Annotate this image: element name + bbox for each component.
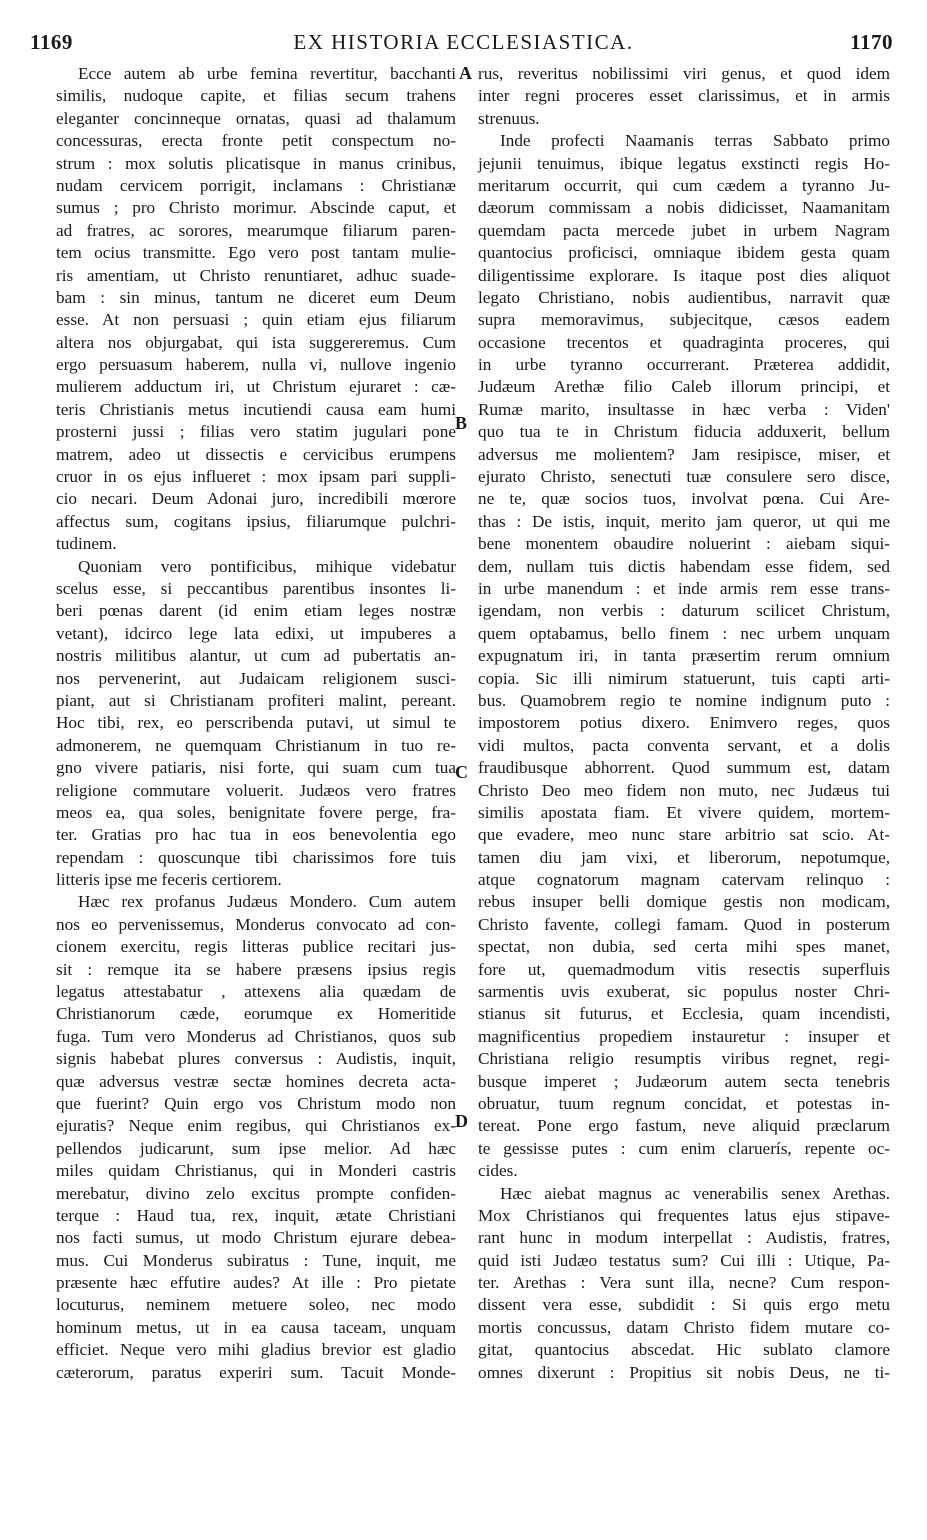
text-line: rebus insuper belli domique gestis non modicam, [478, 892, 890, 912]
text-line: que fuerint? Quin ergo vos Christum modo non [56, 1093, 456, 1113]
text-line: cæterorum, paratus experiri sum. Tacuit Monde- [56, 1362, 456, 1382]
text-line: gno vivere patiaris, nisi forte, qui suam cum tua [56, 758, 456, 778]
text-line: cionem exercitu, regis litteras publice recitari jus- [56, 937, 456, 957]
text-line: præsente hæc effutire audes? At ille : Pro pietate [56, 1273, 456, 1293]
text-line: cruor in os ejus influeret : mox ipsam pari suppli- [56, 467, 456, 487]
text-line: Christo favente, collegi famam. Quod in posterum [478, 914, 890, 934]
text-line: beri pœnas darent (id enim etiam leges nostræ [56, 601, 456, 621]
text-line: teris Christianis metus incutiendi causa eam humi [56, 399, 456, 419]
text-line: meritarum occurrit, qui cum cædem a tyranno Ju- [478, 175, 890, 195]
right-column [478, 63, 890, 1384]
text-line: cides. [478, 1161, 518, 1181]
text-line: Inde profecti Naamanis terras Sabbato primo [500, 131, 890, 151]
text-line: que evadere, meo nunc stare arbitrio sat scio. At- [478, 825, 890, 845]
text-line: Hæc rex profanus Judæus Mondero. Cum autem [78, 892, 456, 912]
text-line: supra memoravimus, subjecitque, cæsos eadem [478, 310, 890, 330]
text-line: bene monentem obaudire noluerint : aiebam siqui- [478, 534, 890, 554]
text-line: in urbe tyranno occurrerant. Præterea addidit, [478, 355, 890, 375]
text-line: quemdam pacta mercede jubet in urbem Nagram [478, 220, 890, 240]
text-line: legatus attestabatur , attexens alia quædam de [56, 982, 456, 1002]
text-line: nos eo pervenissemus, Monderus convocato ad con- [56, 914, 456, 934]
text-line: Christiana religio resumptis viribus regnet, regi- [478, 1049, 890, 1069]
text-line: tudinem. [56, 534, 117, 554]
page-number-right: 1170 [850, 30, 893, 54]
text-line: signis habebat plures conversus : Audistis, inquit, [56, 1049, 456, 1069]
text-line: meos ea, qua soles, benignitate fovere perge, fra- [56, 802, 456, 822]
text-line: omnes dixerunt : Propitius sit nobis Deus, ne ti- [478, 1362, 890, 1382]
text-line: Christianorum cæde, eorumque ex Homeritide [56, 1004, 456, 1024]
text-line: quantocius proficisci, omniaque ibidem gesta quam [478, 243, 890, 263]
text-line: vidi multos, pacta conventa servant, et a dolis [478, 735, 890, 755]
text-line: obruatur, tuum regnum concidat, et potestas in- [478, 1093, 890, 1113]
text-line: strum : mox solutis plicatisque in manus crinibus, [56, 153, 456, 173]
text-line: esse. At non persuasi ; quin etiam ejus filiarum [56, 310, 456, 330]
text-line: spectat, non dubia, sed certa mihi spes manet, [478, 937, 890, 957]
text-line: fuga. Tum vero Monderus ad Christianos, quos sub [56, 1026, 456, 1046]
text-line: sarmentis uvis exuberat, sic populus noster Chri- [478, 982, 890, 1002]
text-line: Judæum Arethæ filio Caleb illorum principi, et [478, 377, 890, 397]
page-header [0, 0, 927, 62]
text-line: mus. Cui Monderus subiratus : Tune, inquit, me [56, 1250, 456, 1270]
text-line: busque imperet ; Judæorum autem secta tenebris [478, 1071, 890, 1091]
text-line: piant, aut si Christianam profiteri malint, pereant. [56, 690, 456, 710]
text-line: rus, reveritus nobilissimi viri genus, et quod idem [478, 64, 890, 83]
text-line: inter regni proceres esset clarissimus, et in armis [478, 86, 890, 106]
text-line: atque cognatorum magnam catervam relinquo : [478, 870, 890, 890]
text-line: quæ adversus vestræ sectæ homines decreta acta- [56, 1071, 456, 1091]
text-line: ter. Arethas : Vera sunt illa, necne? Cum respon- [478, 1273, 890, 1293]
text-line: scelus esse, si peccantibus parentibus insontes li- [56, 578, 456, 598]
text-line: cio necari. Deum Adonai juro, incredibili mœrore [56, 489, 456, 509]
text-line: ejuratis? Neque enim regibus, qui Christianos ex- [56, 1116, 456, 1136]
text-line: hominum metus, ut in ea causa taceam, unquam [56, 1317, 456, 1337]
text-line: rant hunc in modum interpellat : Audistis, fratres, [478, 1228, 890, 1248]
margin-letter-c: C [455, 762, 468, 782]
text-line: ergo persuasum haberem, nulla vi, nullove ingenio [56, 355, 456, 375]
text-line: strenuus. [478, 108, 540, 128]
text-line: altera nos objurgabat, qui ista suggereremus. Cum [56, 332, 456, 352]
text-line: mortis concussus, datam Christo fidem mutare co- [478, 1317, 890, 1337]
text-line: te gessisse putes : cum enim claruerís, repente oc- [478, 1138, 890, 1158]
text-line: tamen diu jam vixi, et liberorum, nepotumque, [478, 847, 890, 867]
text-line: dæorum commissam a nobis didicisset, Naamanitam [478, 198, 890, 218]
margin-letter-d: D [455, 1111, 468, 1131]
text-line: igendam, non verbis : daturum scilicet Christum, [478, 601, 890, 621]
text-line: religione commutare voluerit. Judæos vero fratres [56, 780, 456, 800]
running-title: EX HISTORIA ECCLESIASTICA. [293, 30, 634, 54]
text-line: Mox Christianos qui frequentes latus ejus stipave- [478, 1205, 890, 1225]
text-line: miles quidam Christianus, qui in Monderi castris [56, 1161, 456, 1181]
text-line: ter. Gratias pro hac tua in eos benevolentia ego [56, 825, 456, 845]
text-line: bam : sin minus, tantum ne diceret eum Deum [56, 287, 456, 307]
text-line: sit : remque ita se habere præsens ipsius regis [56, 959, 456, 979]
text-line: gitat, quantocius abscedat. Hic sublato clamore [478, 1340, 890, 1360]
text-line: impostorem potius dixero. Enimvero reges, quos [478, 713, 890, 733]
text-line: similis apostata fiam. Et vivere quidem, mortem- [478, 802, 890, 822]
text-line: nos pervenerint, aut Judaicam religionem susci- [56, 668, 456, 688]
text-line: vetant), idcirco lege lata edixi, ut impuberes a [56, 623, 456, 643]
text-line: ne te, quæ socios tuos, involvat pœna. Cui Are- [478, 489, 890, 509]
text-line: dem, nullam tuis dictis habendam esse fidem, sed [478, 556, 890, 576]
text-line: magnificentius propediem instauretur : insuper et [478, 1026, 890, 1046]
text-line: litteris ipse me feceris certiorem. [56, 870, 282, 890]
text-line: tereat. Pone ergo fastum, neve aliquid præclarum [478, 1116, 890, 1136]
text-line: prosterni jussi ; filias vero statim jugulari pone [56, 422, 456, 442]
margin-letter-a: A [459, 63, 472, 83]
text-line: Rumæ marito, insultasse in hæc verba : Viden' [478, 399, 890, 419]
text-line: quem optabamus, bello finem : nec urbem unquam [478, 623, 890, 643]
text-line: concessuras, erecta fronte petit conspectum no- [56, 131, 456, 151]
text-line: occasione trecentos et quadraginta proceres, qui [478, 332, 890, 352]
text-line: Hoc tibi, rex, eo perscribenda putavi, ut simul te [56, 713, 456, 733]
text-line: Quoniam vero pontificibus, mihique videbatur [78, 556, 456, 576]
text-line: Christo Deo meo fidem non muto, nec Judæus tui [478, 780, 890, 800]
text-line: sumus ; pro Christo morimur. Abscinde caput, et [56, 198, 456, 218]
text-line: pellendos judicarunt, sum ipse melior. Ad hæc [56, 1138, 456, 1158]
text-line: matrem, adeo ut dissectis e cervicibus erumpens [56, 444, 456, 464]
text-line: admonerem, ne quemquam Christianum in tuo re- [56, 735, 456, 755]
text-line: fore ut, quemadmodum vitis resectis superfluis [478, 959, 890, 979]
text-line: adversus me molientem? Jam resipisce, miser, et [478, 444, 890, 464]
text-line: rependam : quoscunque tibi charissimos fore tuis [56, 847, 456, 867]
text-line: ris amentiam, ut Christo renuntiaret, adhuc suade- [56, 265, 456, 285]
text-line: thas : De istis, inquit, merito jam queror, ut qui me [478, 511, 890, 531]
text-line: fraudibusque abhorrent. Quod summum est, datam [478, 758, 890, 778]
text-line: legato Christiano, nobis audientibus, narravit quæ [478, 287, 890, 307]
text-line: quid isti Judæo testatus sum? Cui illi : Utique, Pa- [478, 1250, 890, 1270]
text-line: efficiet. Neque vero mihi gladius brevior est gladio [56, 1340, 456, 1360]
text-line: nostris militibus alantur, ut cum ad pubertatis an- [56, 646, 456, 666]
text-line: ejurato Christo, senectuti tuæ consulere sero disce, [478, 467, 890, 487]
text-line: jejunii tenuimus, ibique legatus exstincti regis Ho- [478, 153, 890, 173]
text-line: nudam cervicem porrigit, inclamans : Christianæ [56, 175, 456, 195]
margin-letter-b: B [455, 413, 468, 433]
text-line: bus. Quamobrem regio te nomine indignum puto : [478, 690, 890, 710]
text-line: affectus sum, cogitans ipsius, filiarumque pulchri- [56, 511, 456, 531]
text-line: eleganter concinneque ornatas, quasi ad thalamum [56, 108, 456, 128]
text-line: locuturus, neminem metuere soleo, nec modo [56, 1295, 456, 1315]
text-line: Hæc aiebat magnus ac venerabilis senex Arethas. [500, 1183, 890, 1203]
text-line: merebatur, divino zelo excitus prompte confiden- [56, 1183, 456, 1203]
text-line: dissent vera esse, subdidit : Si quis ergo metu [478, 1295, 890, 1315]
text-line: diligentissime explorare. Is itaque post dies aliquot [478, 265, 890, 285]
text-line: mulierem adductum iri, ut Christum ejuraret : cæ- [56, 377, 456, 397]
text-line: in urbe manendum : et inde armis rem esse trans- [478, 578, 890, 598]
text-line: tem ocius transmitte. Ego vero post tantam mulie- [56, 243, 456, 263]
text-line: expugnatum iri, in tanta præsertim rerum omnium [478, 646, 890, 666]
text-line: similis, nudoque capite, et filias secum trahens [56, 86, 456, 106]
text-line: Ecce autem ab urbe femina revertitur, bacchanti [78, 64, 456, 83]
page-number-left: 1169 [30, 30, 73, 54]
left-column [56, 63, 456, 1384]
text-line: stianus sit futurus, et Ecclesia, quam incendisti, [478, 1004, 890, 1024]
text-line: terque : Haud tua, rex, inquit, ætate Christiani [56, 1205, 456, 1225]
text-line: nos facti sumus, ut modo Christum ejurare debea- [56, 1228, 456, 1248]
text-line: copia. Sic illi nimirum statuerunt, tuis capti arti- [478, 668, 890, 688]
text-line: quo tua te in Christum fiducia adduxerit, bellum [478, 422, 890, 442]
text-line: ad fratres, ac sorores, mearumque filiarum paren- [56, 220, 456, 240]
